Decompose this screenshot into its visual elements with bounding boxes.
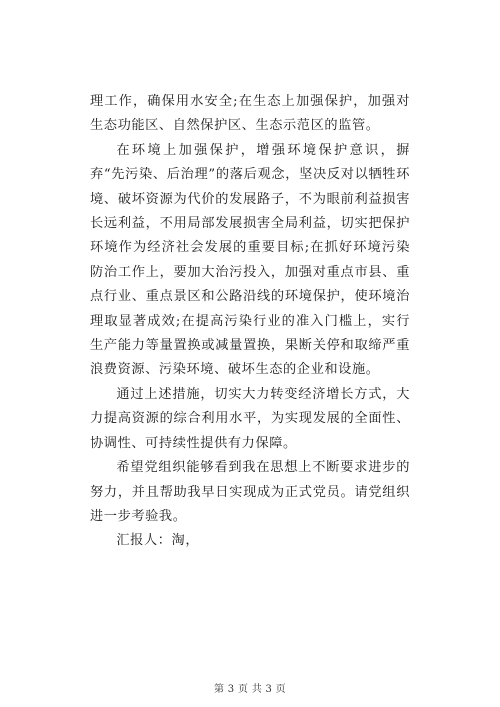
page-footer: 第 3 页 共 3 页 — [214, 684, 286, 695]
paragraph-environment-protection: 在环境上加强保护，增强环境保护意识，摒弃“先污染、后治理”的落后观念，坚决反对以牺牲环境、破坏资源为代价的发展路子，不为眼前利益损害长远利益，不用局部发展损害全局利益，切实把保护环境作为经济社会发展的重要目标;在抓好环境污染防治工作上，要加大治污投入，加强对重点市县、重点行业、重点景区和公路沿线的环境保护，使环境治理取显著成效;在提高污染行业的准入门槛上，实行生产能力等量置换或减量置换，果断关停和取缔严重浪费资源、污染环境、破坏生态的企业和设施。 — [90, 142, 410, 378]
document-body — [90, 90, 410, 554]
paragraph-growth-transformation: 通过上述措施，切实大力转变经济增长方式，大力提高资源的综合利用水平，为实现发展的全面性、协调性、可持续性提供有力保障。 — [90, 386, 410, 451]
paragraph-continuation: 理工作，确保用水安全;在生态上加强保护，加强对生态功能区、自然保护区、生态示范区的监管。 — [90, 94, 410, 134]
reporter-signature: 汇报人：淘， — [116, 533, 200, 549]
paragraph-hope-statement: 希望党组织能够看到我在思想上不断要求进步的努力，并且帮助我早日实现成为正式党员。请党组织进一步考验我。 — [90, 460, 410, 524]
